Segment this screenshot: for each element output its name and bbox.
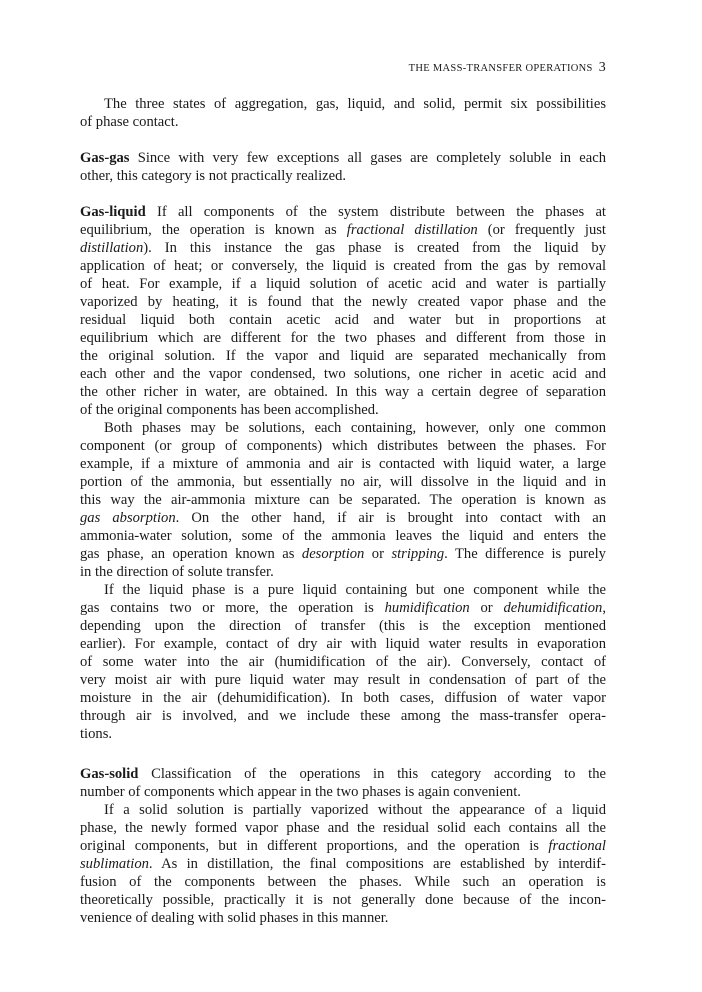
text-segment: moisture in the air (dehumidification). In both cases, diffusion of water vapor bbox=[80, 690, 606, 706]
page-number: 3 bbox=[598, 60, 606, 75]
text-line bbox=[80, 401, 606, 419]
text-segment: vaporized by heating, it is found that the newly created vapor phase and the bbox=[80, 294, 606, 310]
text-line bbox=[80, 581, 606, 599]
text-line bbox=[80, 689, 606, 707]
text-segment: Since with very few exceptions all gases are completely soluble in each bbox=[129, 150, 606, 166]
text-segment: gas phase, an operation known as bbox=[80, 546, 302, 562]
text-line bbox=[80, 707, 606, 725]
text-segment: The three states of aggregation, gas, liquid, and solid, permit six possibilities bbox=[104, 96, 606, 112]
text-line bbox=[80, 837, 606, 855]
text-segment: . On the other hand, if air is brought into contact with an bbox=[175, 510, 607, 526]
text-line bbox=[80, 95, 606, 113]
text-line bbox=[80, 527, 606, 545]
page-body bbox=[80, 95, 606, 927]
text-segment: depending upon the direction of transfer (this is the exception mentioned bbox=[80, 618, 606, 634]
italic-term: fractional bbox=[548, 838, 606, 854]
text-segment: Classification of the operations in this category according to the bbox=[138, 766, 606, 782]
text-line bbox=[80, 293, 606, 311]
text-line bbox=[80, 257, 606, 275]
text-line bbox=[80, 329, 606, 347]
text-segment: If all components of the system distribute between the phases at bbox=[145, 204, 606, 220]
italic-term: dehumidification bbox=[503, 600, 603, 616]
paragraph bbox=[80, 419, 606, 581]
text-line bbox=[80, 671, 606, 689]
text-segment: of heat. For example, if a liquid solution of acetic acid and water is partially bbox=[80, 276, 606, 292]
text-segment: gas contains two or more, the operation is bbox=[80, 600, 385, 616]
text-segment: other, this category is not practically realized. bbox=[80, 168, 347, 184]
text-segment: the original solution. If the vapor and liquid are separated mechanically from bbox=[80, 348, 606, 364]
text-line bbox=[80, 491, 606, 509]
text-segment: Both phases may be solutions, each containing, however, only one common bbox=[104, 420, 606, 436]
text-line bbox=[80, 545, 606, 563]
text-segment: venience of dealing with solid phases in this manner. bbox=[80, 910, 389, 926]
section-heading: Gas-solid bbox=[80, 766, 139, 782]
paragraph bbox=[80, 801, 606, 927]
text-line bbox=[80, 383, 606, 401]
text-line bbox=[80, 653, 606, 671]
text-line bbox=[80, 617, 606, 635]
text-line bbox=[80, 855, 606, 873]
text-segment: in the direction of solute transfer. bbox=[80, 564, 274, 580]
italic-term: distillation bbox=[80, 240, 144, 256]
text-line bbox=[80, 419, 606, 437]
text-segment: example, if a mixture of ammonia and air is contacted with liquid water, a large bbox=[80, 456, 606, 472]
italic-term: humidification bbox=[384, 600, 470, 616]
italic-term: gas absorption bbox=[80, 510, 176, 526]
text-line bbox=[80, 275, 606, 293]
paragraph bbox=[80, 203, 606, 419]
text-line bbox=[80, 599, 606, 617]
text-segment: through air is involved, and we include these among the mass-transfer opera- bbox=[80, 708, 606, 724]
section-heading: Gas-gas bbox=[80, 150, 130, 166]
text-line bbox=[80, 473, 606, 491]
text-segment: earlier). For example, contact of dry air with liquid water results in evaporation bbox=[80, 636, 606, 652]
text-line bbox=[80, 221, 606, 239]
text-line bbox=[80, 801, 606, 819]
text-segment: , bbox=[602, 600, 606, 616]
text-segment: residual liquid both contain acetic acid and water but in proportions at bbox=[80, 312, 606, 328]
text-line bbox=[80, 635, 606, 653]
text-segment: equilibrium which are different for the two phases and different from those in bbox=[80, 330, 606, 346]
italic-term: fractional distillation bbox=[346, 222, 478, 238]
text-line bbox=[80, 873, 606, 891]
text-segment: portion of the ammonia, but essentially no air, will dissolve in the liquid and in bbox=[80, 474, 606, 490]
text-segment: of the original components has been accomplished. bbox=[80, 402, 379, 418]
text-segment: ). In this instance the gas phase is created from the liquid by bbox=[143, 240, 606, 256]
text-segment: component (or group of components) which distributes between the phases. For bbox=[80, 438, 606, 454]
text-segment: this way the air-ammonia mixture can be separated. The operation is known as bbox=[80, 492, 606, 508]
text-segment: phase, the newly formed vapor phase and the residual solid each contains all the bbox=[80, 820, 606, 836]
text-line bbox=[80, 365, 606, 383]
paragraph bbox=[80, 581, 606, 743]
text-line bbox=[80, 167, 606, 185]
text-segment: very moist air with pure liquid water may result in condensation of part of the bbox=[80, 672, 606, 688]
text-line bbox=[80, 347, 606, 365]
text-segment: fusion of the components between the phases. While such an operation is bbox=[80, 874, 606, 890]
text-segment: equilibrium, the operation is known as bbox=[80, 222, 347, 238]
paragraph bbox=[80, 95, 606, 131]
text-segment: of phase contact. bbox=[80, 114, 179, 130]
text-segment: If the liquid phase is a pure liquid containing but one component while the bbox=[104, 582, 606, 598]
text-line bbox=[80, 311, 606, 329]
italic-term: stripping bbox=[391, 546, 445, 562]
text-line bbox=[80, 819, 606, 837]
text-line bbox=[80, 725, 606, 743]
text-segment: or bbox=[364, 546, 392, 562]
running-header bbox=[80, 60, 606, 76]
text-line bbox=[80, 909, 606, 927]
text-line bbox=[80, 509, 606, 527]
text-line bbox=[80, 203, 606, 221]
text-line bbox=[80, 455, 606, 473]
text-segment: tions. bbox=[80, 726, 113, 742]
text-segment: or bbox=[469, 600, 504, 616]
text-segment: number of components which appear in the two phases is again convenient. bbox=[80, 784, 521, 800]
text-segment: original components, but in different proportions, and the operation is bbox=[80, 838, 549, 854]
text-line bbox=[80, 437, 606, 455]
text-line bbox=[80, 113, 606, 131]
paragraph bbox=[80, 149, 606, 185]
italic-term: sublimation bbox=[80, 856, 149, 872]
italic-term: desorption bbox=[301, 546, 365, 562]
text-segment: application of heat; or conversely, the liquid is created from the gas by removal bbox=[80, 258, 606, 274]
text-line bbox=[80, 149, 606, 167]
text-line bbox=[80, 239, 606, 257]
text-line bbox=[80, 765, 606, 783]
text-line bbox=[80, 783, 606, 801]
text-segment: theoretically possible, practically it is not generally done because of the incon- bbox=[80, 892, 606, 908]
text-segment: of some water into the air (humidification of the air). Conversely, contact of bbox=[80, 654, 606, 670]
text-segment: . As in distillation, the final compositions are established by interdif- bbox=[148, 856, 606, 872]
section-heading: Gas-liquid bbox=[80, 204, 146, 220]
text-segment: If a solid solution is partially vaporized without the appearance of a liquid bbox=[104, 802, 606, 818]
text-segment: ammonia-water solution, some of the ammonia leaves the liquid and enters the bbox=[80, 528, 606, 544]
running-title: THE MASS-TRANSFER OPERATIONS bbox=[408, 63, 593, 74]
text-segment: . The difference is purely bbox=[444, 546, 606, 562]
text-line bbox=[80, 891, 606, 909]
text-segment: each other and the vapor condensed, two solutions, one richer in acetic acid and bbox=[80, 366, 606, 382]
text-segment: the other richer in water, are obtained. In this way a certain degree of separation bbox=[80, 384, 606, 400]
text-segment: (or frequently just bbox=[477, 222, 606, 238]
text-line bbox=[80, 563, 606, 581]
paragraph bbox=[80, 765, 606, 801]
